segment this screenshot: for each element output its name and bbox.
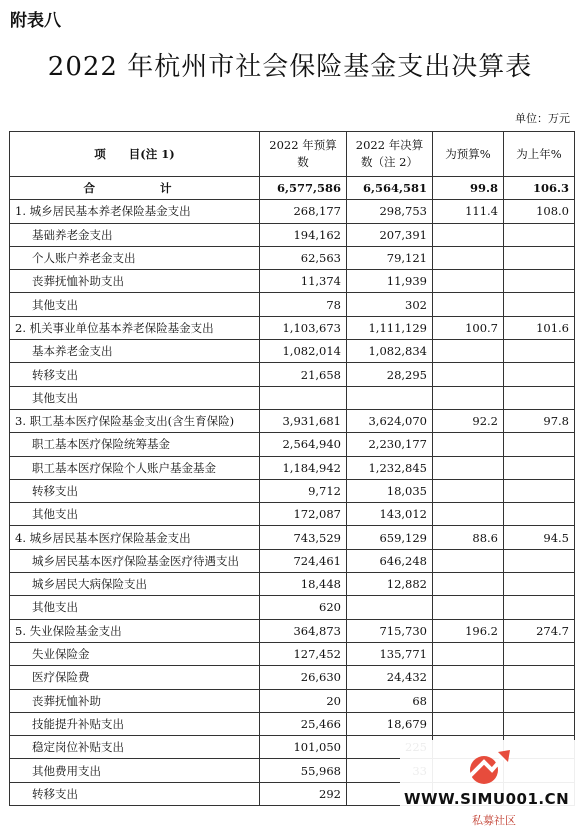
cell-final (347, 386, 433, 409)
cell-final: 68 (347, 689, 433, 712)
cell-pct-prev: 101.6 (504, 316, 575, 339)
table-row (10, 340, 575, 363)
cell-item: 3. 职工基本医疗保险基金支出(含生育保险) (10, 409, 260, 432)
cell-pct-budget (433, 223, 504, 246)
cell-pct-prev (504, 293, 575, 316)
table-row (10, 549, 575, 572)
cell-pct-prev (504, 689, 575, 712)
cell-budget: 3,931,681 (260, 409, 347, 432)
cell-item: 丧葬抚恤补助 (10, 689, 260, 712)
trend-arrow-icon (466, 746, 514, 786)
table-row (10, 316, 575, 339)
cell-item: 其他支出 (10, 596, 260, 619)
cell-item: 4. 城乡居民基本医疗保险基金支出 (10, 526, 260, 549)
cell-budget: 1,082,014 (260, 340, 347, 363)
cell-item: 职工基本医疗保险统筹基金 (10, 433, 260, 456)
cell-pct-prev (504, 246, 575, 269)
cell-item: 失业保险金 (10, 642, 260, 665)
cell-item: 职工基本医疗保险个人账户基金基金 (10, 456, 260, 479)
cell-budget: 2,564,940 (260, 433, 347, 456)
table-row (10, 526, 575, 549)
cell-item: 转移支出 (10, 782, 260, 805)
table-row (10, 642, 575, 665)
table-row (10, 712, 575, 735)
cell-pct-budget: 111.4 (433, 200, 504, 223)
cell-pct-prev: 108.0 (504, 200, 575, 223)
cell-item: 合 计 (10, 177, 260, 200)
cell-item: 基础养老金支出 (10, 223, 260, 246)
cell-final: 715,730 (347, 619, 433, 642)
table-row (10, 503, 575, 526)
cell-final: 143,012 (347, 503, 433, 526)
cell-pct-prev (504, 549, 575, 572)
cell-pct-prev (504, 503, 575, 526)
cell-budget: 11,374 (260, 270, 347, 293)
watermark-sub: 私募社区 (472, 814, 516, 827)
cell-budget: 20 (260, 689, 347, 712)
cell-budget (260, 386, 347, 409)
cell-pct-budget (433, 666, 504, 689)
expenditure-table (9, 131, 575, 806)
cell-pct-prev (504, 340, 575, 363)
cell-pct-prev (504, 666, 575, 689)
total-row (10, 177, 575, 200)
table-row (10, 409, 575, 432)
table-row (10, 596, 575, 619)
cell-final: 18,035 (347, 479, 433, 502)
cell-pct-budget (433, 549, 504, 572)
table-row (10, 689, 575, 712)
cell-item: 转移支出 (10, 479, 260, 502)
cell-budget: 55,968 (260, 759, 347, 782)
cell-pct-prev: 94.5 (504, 526, 575, 549)
cell-budget: 743,529 (260, 526, 347, 549)
cell-pct-budget (433, 596, 504, 619)
cell-item: 基本养老金支出 (10, 340, 260, 363)
cell-pct-budget (433, 479, 504, 502)
cell-budget: 620 (260, 596, 347, 619)
cell-budget: 194,162 (260, 223, 347, 246)
cell-item: 1. 城乡居民基本养老保险基金支出 (10, 200, 260, 223)
cell-budget: 78 (260, 293, 347, 316)
table-row (10, 456, 575, 479)
header-pct-prev: 为上年% (504, 132, 575, 177)
cell-final: 135,771 (347, 642, 433, 665)
table-row (10, 270, 575, 293)
cell-budget: 292 (260, 782, 347, 805)
cell-pct-budget (433, 363, 504, 386)
cell-item: 稳定岗位补贴支出 (10, 736, 260, 759)
cell-pct-budget (433, 712, 504, 735)
cell-pct-budget: 196.2 (433, 619, 504, 642)
cell-budget: 21,658 (260, 363, 347, 386)
cell-final: 298,753 (347, 200, 433, 223)
cell-final: 79,121 (347, 246, 433, 269)
cell-budget: 1,184,942 (260, 456, 347, 479)
cell-final: 1,111,129 (347, 316, 433, 339)
cell-item: 其他支出 (10, 386, 260, 409)
table-row (10, 293, 575, 316)
cell-item: 城乡居民基本医疗保险基金医疗待遇支出 (10, 549, 260, 572)
cell-pct-budget: 99.8 (433, 177, 504, 200)
table-row (10, 619, 575, 642)
cell-final: 6,564,581 (347, 177, 433, 200)
cell-budget: 6,577,586 (260, 177, 347, 200)
appendix-label: 附表八 (10, 11, 61, 31)
cell-final: 1,232,845 (347, 456, 433, 479)
header-pct-budget: 为预算% (433, 132, 504, 177)
cell-pct-prev (504, 433, 575, 456)
cell-budget: 62,563 (260, 246, 347, 269)
cell-pct-budget (433, 386, 504, 409)
cell-pct-budget (433, 246, 504, 269)
table-row (10, 433, 575, 456)
table-row (10, 246, 575, 269)
cell-item: 丧葬抚恤补助支出 (10, 270, 260, 293)
table-row (10, 479, 575, 502)
cell-final (347, 596, 433, 619)
cell-final: 646,248 (347, 549, 433, 572)
cell-pct-budget (433, 642, 504, 665)
cell-pct-prev (504, 386, 575, 409)
cell-pct-prev (504, 479, 575, 502)
cell-pct-prev: 274.7 (504, 619, 575, 642)
cell-item: 技能提升补贴支出 (10, 712, 260, 735)
cell-budget: 18,448 (260, 573, 347, 596)
cell-budget: 25,466 (260, 712, 347, 735)
cell-item: 转移支出 (10, 363, 260, 386)
cell-final: 1,082,834 (347, 340, 433, 363)
header-item: 项 目(注 1) (10, 132, 260, 177)
cell-item: 2. 机关事业单位基本养老保险基金支出 (10, 316, 260, 339)
cell-pct-prev: 97.8 (504, 409, 575, 432)
cell-pct-prev (504, 270, 575, 293)
cell-item: 医疗保险费 (10, 666, 260, 689)
watermark (400, 740, 580, 833)
cell-item: 其他支出 (10, 503, 260, 526)
cell-pct-budget (433, 689, 504, 712)
cell-pct-budget (433, 503, 504, 526)
cell-budget: 26,630 (260, 666, 347, 689)
cell-pct-prev (504, 573, 575, 596)
cell-pct-budget (433, 340, 504, 363)
cell-pct-budget (433, 433, 504, 456)
cell-budget: 101,050 (260, 736, 347, 759)
table-row (10, 363, 575, 386)
cell-pct-budget: 92.2 (433, 409, 504, 432)
cell-item: 城乡居民大病保险支出 (10, 573, 260, 596)
cell-budget: 364,873 (260, 619, 347, 642)
cell-pct-prev (504, 712, 575, 735)
cell-final: 302 (347, 293, 433, 316)
cell-final: 28,295 (347, 363, 433, 386)
cell-final: 18,679 (347, 712, 433, 735)
cell-pct-prev (504, 456, 575, 479)
cell-pct-prev: 106.3 (504, 177, 575, 200)
cell-final: 24,432 (347, 666, 433, 689)
header-final: 2022 年决算数（注 2） (347, 132, 433, 177)
table-row (10, 386, 575, 409)
table-row (10, 573, 575, 596)
cell-final: 2,230,177 (347, 433, 433, 456)
unit-label: 单位：万元 (515, 112, 570, 125)
cell-pct-budget (433, 293, 504, 316)
cell-pct-budget: 88.6 (433, 526, 504, 549)
cell-pct-budget (433, 573, 504, 596)
cell-pct-budget: 100.7 (433, 316, 504, 339)
cell-final: 659,129 (347, 526, 433, 549)
page-title: 2022 年杭州市社会保险基金支出决算表 (47, 52, 533, 82)
cell-final: 207,391 (347, 223, 433, 246)
cell-budget: 127,452 (260, 642, 347, 665)
watermark-site: WWW.SIMU001.CN (404, 790, 570, 808)
table-header-row (10, 132, 575, 177)
cell-pct-prev (504, 596, 575, 619)
table-row (10, 666, 575, 689)
cell-final: 3,624,070 (347, 409, 433, 432)
cell-pct-prev (504, 223, 575, 246)
cell-pct-prev (504, 363, 575, 386)
cell-pct-budget (433, 270, 504, 293)
header-budget: 2022 年预算数 (260, 132, 347, 177)
cell-item: 其他支出 (10, 293, 260, 316)
cell-budget: 172,087 (260, 503, 347, 526)
cell-item: 其他费用支出 (10, 759, 260, 782)
table-row (10, 200, 575, 223)
table-row (10, 223, 575, 246)
cell-budget: 9,712 (260, 479, 347, 502)
cell-pct-budget (433, 456, 504, 479)
cell-budget: 268,177 (260, 200, 347, 223)
cell-item: 个人账户养老金支出 (10, 246, 260, 269)
cell-budget: 1,103,673 (260, 316, 347, 339)
cell-pct-prev (504, 642, 575, 665)
cell-budget: 724,461 (260, 549, 347, 572)
cell-final: 11,939 (347, 270, 433, 293)
cell-item: 5. 失业保险基金支出 (10, 619, 260, 642)
cell-final: 12,882 (347, 573, 433, 596)
